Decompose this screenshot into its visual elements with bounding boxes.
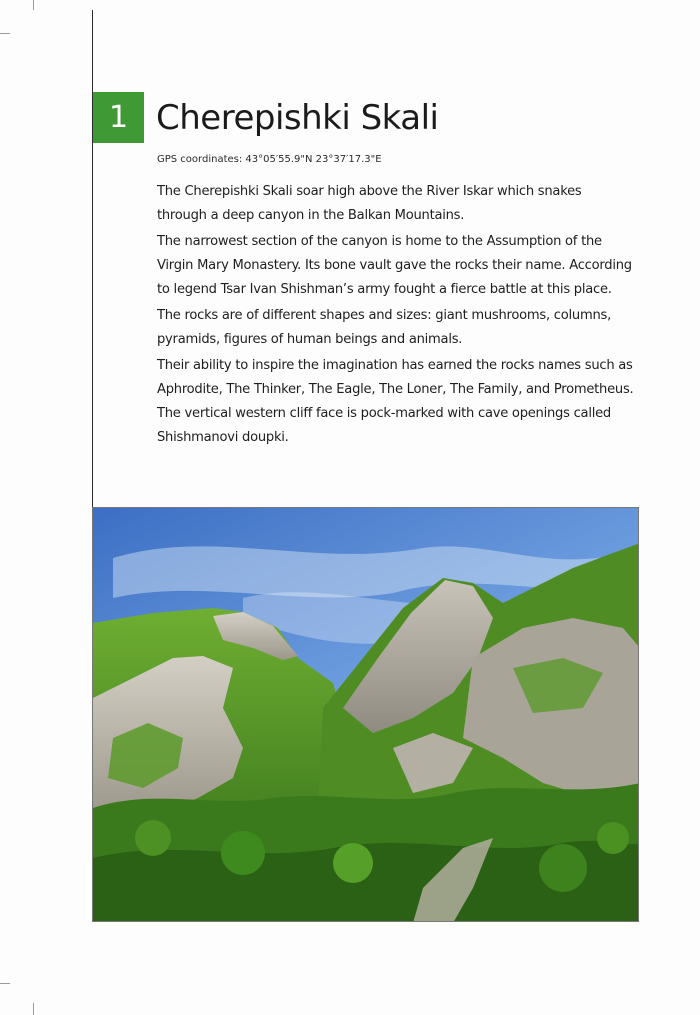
paragraph-names: Their ability to inspire the imagination has earned the rocks names such as Aphrodite, The Thinker, The Eagle, The Loner, The Family, and Prometheus. The vertical western cliff face is pock-marked with cave openings called Shishmanovi doupki. <box>157 358 634 445</box>
crop-mark-bottom-vertical <box>33 1003 34 1015</box>
page-title: Cherepishki Skali <box>156 98 439 138</box>
tree-5 <box>597 822 629 854</box>
paragraph-monastery: The narrowest section of the canyon is home to the Assumption of the Virgin Mary Monastery. Its bone vault gave the rocks their name. According to legend Tsar Ivan Shishman’s army fought a fierce battle at this place. <box>157 234 632 297</box>
chapter-number-badge <box>93 92 144 143</box>
chapter-number: 1 <box>108 100 129 135</box>
crop-mark-top-horizontal <box>0 33 10 34</box>
tree-3 <box>333 843 373 883</box>
tree-4 <box>539 844 587 892</box>
paragraph-shapes: The rocks are of different shapes and sizes: giant mushrooms, columns, pyramids, figures of human beings and animals. <box>157 308 611 347</box>
article-body <box>157 180 635 452</box>
canyon-photo-illustration <box>93 508 639 922</box>
tree-1 <box>135 820 171 856</box>
crop-mark-bottom-horizontal <box>0 983 10 984</box>
paragraph-intro: The Cherepishki Skali soar high above the River Iskar which snakes through a deep canyon in the Balkan Mountains. <box>157 184 582 223</box>
crop-mark-top-vertical <box>33 0 34 10</box>
tree-2 <box>221 831 265 875</box>
canyon-photo <box>92 507 639 922</box>
gps-coordinates: GPS coordinates: 43°05′55.9"N 23°37′17.3"E <box>157 154 382 165</box>
